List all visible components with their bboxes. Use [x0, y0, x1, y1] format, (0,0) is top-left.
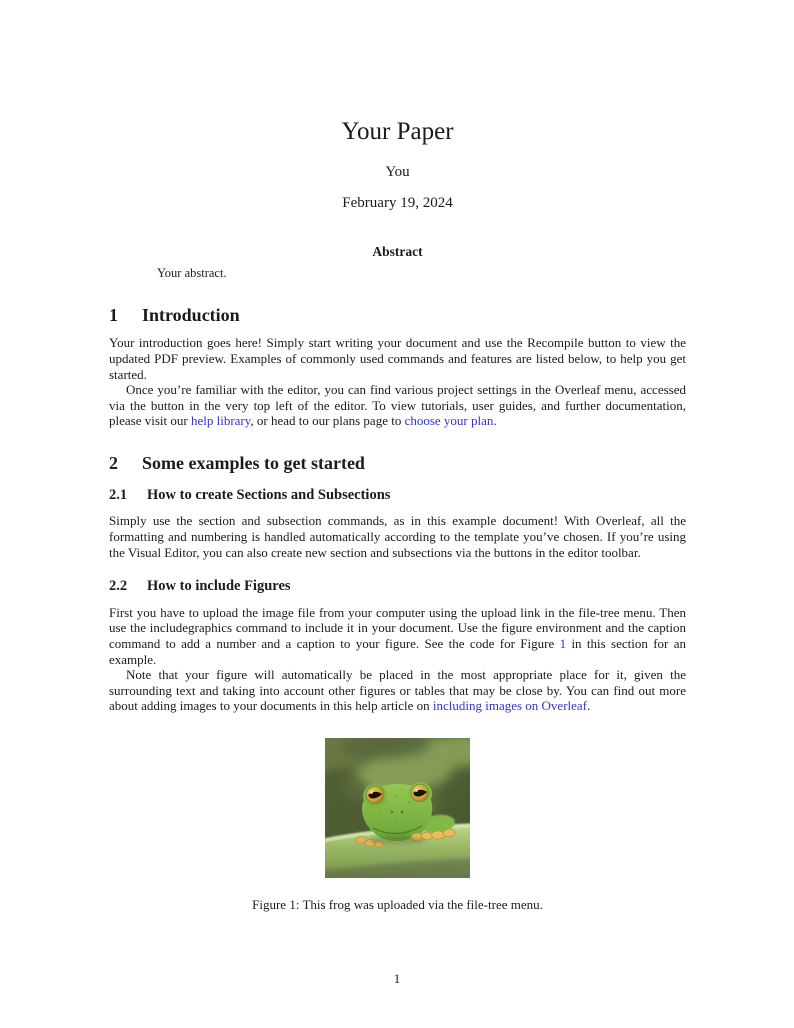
intro-paragraph-2	[109, 382, 686, 429]
subsection-2-1-paragraph: Simply use the section and subsection commands, as in this example document! With Overleaf, all the formatting and numbering is handled automatically according to the template you’ve chosen. If you’re using the Visual Editor, you can also create new section and subsections via the buttons in the editor toolbar.	[109, 513, 686, 560]
section-1-title: Introduction	[142, 304, 240, 325]
paper-title: Your Paper	[341, 118, 454, 145]
subsection-2-2-paragraph-1-text-2: in this section for an example.	[109, 636, 686, 667]
subsection-2-2-heading	[109, 578, 686, 595]
page-content	[109, 118, 686, 913]
including-images-link[interactable]: including images on Overleaf	[432, 698, 588, 714]
section-2-number: 2	[109, 453, 118, 473]
subsection-2-1-heading	[109, 487, 686, 504]
section-1-number: 1	[109, 304, 118, 325]
choose-your-plan-link[interactable]: choose your plan	[404, 413, 494, 429]
subsection-2-2-paragraph-2-text-1: Note that your figure will automatically be placed in the most appropriate place for it, given the surrounding text and taking into account other figures or tables that may be close by. You can find out more about adding images to your documents in this help article on	[109, 667, 686, 714]
intro-paragraph-2-text-2: , or head to our plans page to	[250, 413, 405, 429]
subsection-2-2-title: How to include Figures	[147, 578, 291, 595]
frog-photo	[325, 738, 470, 878]
page-number: 1	[393, 971, 401, 986]
subsection-2-2-paragraph-1	[109, 605, 686, 667]
section-2-heading	[109, 453, 686, 474]
figure-1-reference-link[interactable]: 1	[559, 636, 567, 651]
intro-paragraph-2-text-1: Once you’re familiar with the editor, you can find various project settings in the Overleaf menu, accessed via the button in the very top left of the editor. To view tutorials, user guides, and further documentation, please visit our	[109, 382, 686, 429]
help-library-link[interactable]: help library	[190, 413, 251, 429]
subsection-2-2-paragraph-2	[109, 667, 686, 714]
figure-1	[109, 738, 686, 913]
subsection-2-2-paragraph-2-text-2: .	[587, 698, 591, 714]
subsection-2-1-title: How to create Sections and Subsections	[147, 486, 391, 503]
section-2-title: Some examples to get started	[142, 453, 365, 473]
abstract-body: Your abstract.	[157, 265, 227, 280]
subsection-2-2-number: 2.2	[109, 578, 128, 595]
paper-date: February 19, 2024	[342, 194, 453, 211]
intro-paragraph-2-text-3: .	[493, 413, 497, 429]
subsection-2-2-paragraph-1-text-1: First you have to upload the image file from your computer using the upload link in the file-tree menu. Then use the includegraphics command to include it in your document. Use the figure environment and the caption command to add a number and a caption to your figure. See the code for Figure	[109, 604, 686, 651]
paper-author: You	[385, 163, 410, 180]
intro-paragraph-1: Your introduction goes here! Simply start writing your document and use the Recompile button to view the updated PDF preview. Examples of commonly used commands and features are listed below, to help you get started.	[109, 335, 686, 382]
figure-1-caption: Figure 1: This frog was uploaded via the file-tree menu.	[252, 896, 543, 912]
abstract-heading: Abstract	[372, 243, 423, 259]
section-1-heading	[109, 305, 686, 326]
subsection-2-1-number: 2.1	[109, 486, 128, 503]
